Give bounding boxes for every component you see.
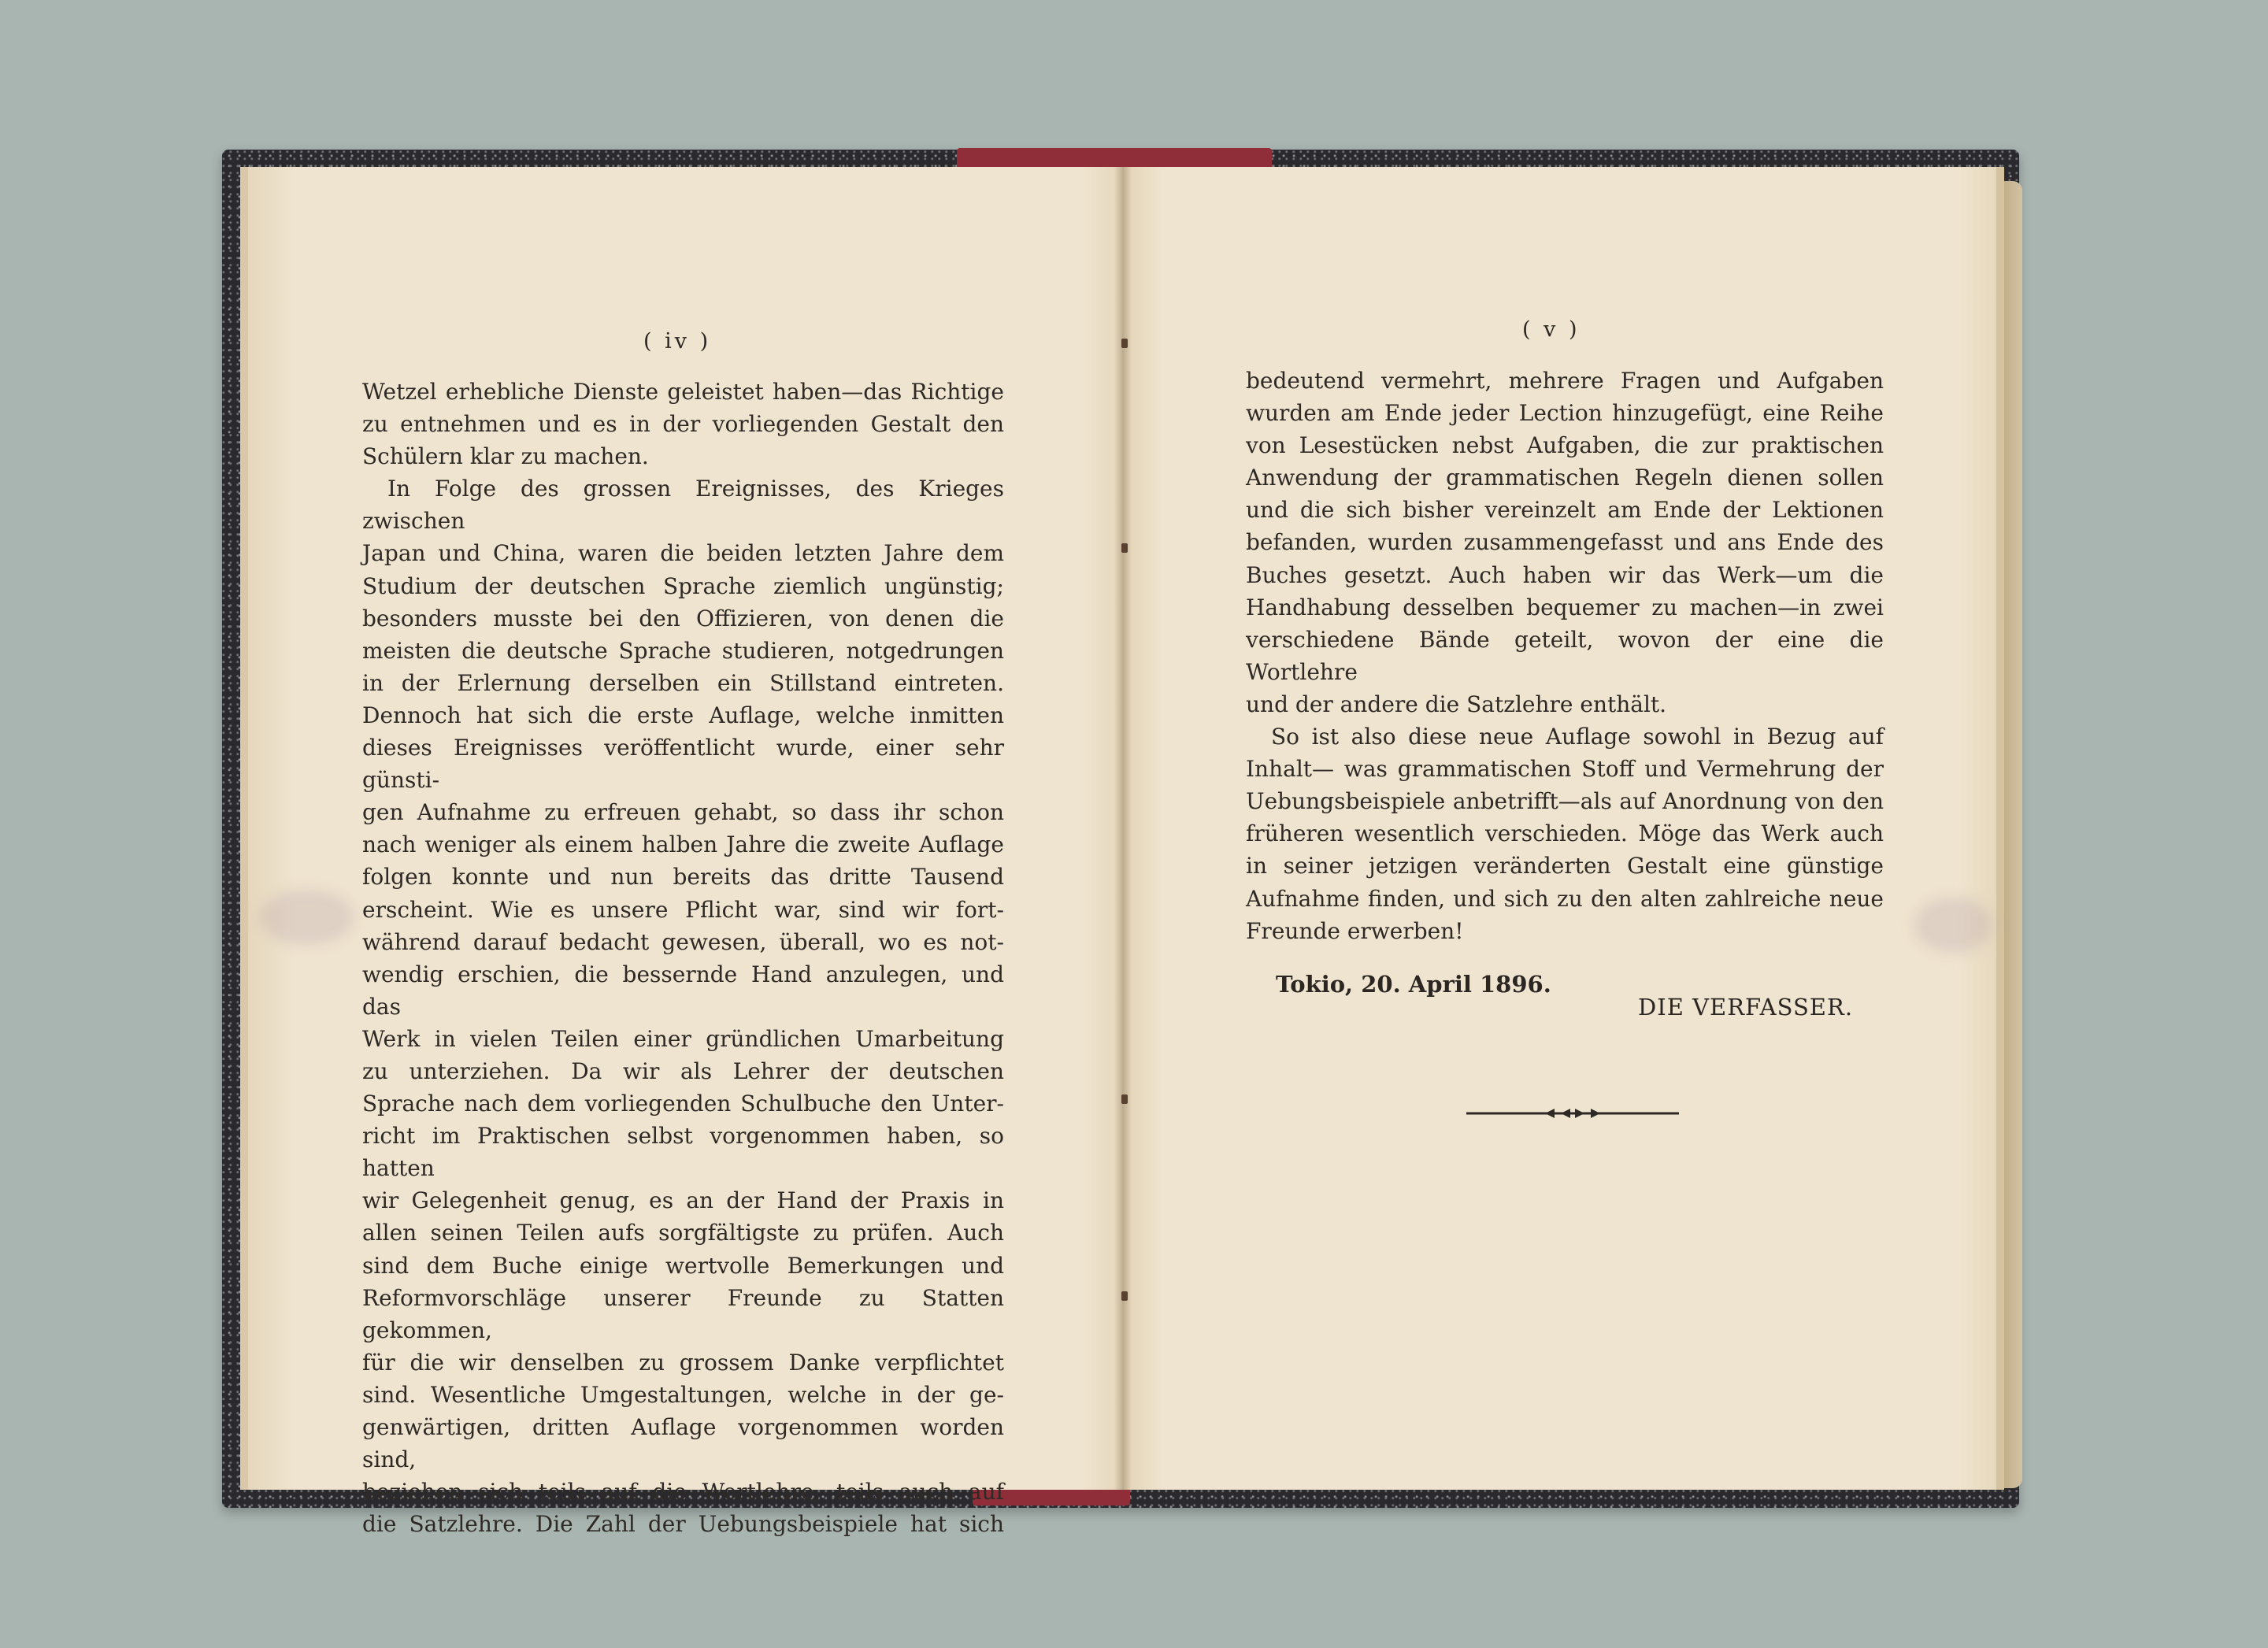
text-line: Dennoch hat sich die erste Auflage, welche inmitten (362, 702, 1004, 728)
text-line: Anwendung der grammatischen Regeln dienen sollen (1246, 465, 1884, 491)
text-line: richt im Praktischen selbst vorgenommen haben, so hatten (362, 1123, 1004, 1182)
text-line: in seiner jetzigen veränderten Gestalt eine günstige (1246, 853, 1884, 880)
place-date: Tokio, 20. April 1896. (1276, 971, 1551, 998)
text-line: Sprache nach dem vorliegenden Schulbuche den Unter- (362, 1091, 1004, 1117)
text-line: meisten die deutsche Sprache studieren, notgedrungen (362, 637, 1004, 664)
text-line: Schülern klar zu machen. (362, 443, 649, 470)
text-line: während darauf bedacht gewesen, überall, wo es not- (362, 928, 1004, 955)
text-line: Werk in vielen Teilen einer gründlichen Umarbeitung (362, 1025, 1004, 1052)
text-line: zu entnehmen und es in der vorliegenden Gestalt den (362, 411, 1004, 438)
text-line: in der Erlernung derselben ein Stillstand eintreten. (362, 669, 1004, 696)
text-line: wurden am Ende jeder Lection hinzugefügt, eine Reihe (1246, 400, 1884, 427)
text-line: besonders musste bei den Offizieren, von denen die (362, 605, 1004, 631)
text-line: nach weniger als einem halben Jahre die zweite Auflage (362, 831, 1004, 858)
text-line: Inhalt— was grammatischen Stoff und Vermehrung der (1246, 756, 1884, 783)
text-line: sind dem Buche einige wertvolle Bemerkungen und (362, 1252, 1004, 1279)
left-page-text (362, 376, 1004, 1540)
text-line: wir Gelegenheit genug, es an der Hand der Praxis in (362, 1187, 1004, 1214)
text-line: genwärtigen, dritten Auflage vorgenommen worden sind, (362, 1414, 1004, 1473)
page-number-left: ( iv ) (643, 329, 712, 354)
text-line: Handhabung desselben bequemer zu machen—in zwei (1246, 594, 1884, 620)
stitch-mark (1121, 1291, 1128, 1301)
text-line: von Lesestücken nebst Aufgaben, die zur praktischen (1246, 432, 1884, 459)
stain (1914, 898, 1992, 953)
spine-top (957, 148, 1272, 169)
text-line: So ist also diese neue Auflage sowohl in Bezug auf (1271, 724, 1884, 750)
text-line: und der andere die Satzlehre enthält. (1246, 691, 1667, 717)
text-line: die Satzlehre. Die Zahl der Uebungsbeispiele hat sich (362, 1511, 1004, 1538)
text-line: allen seinen Teilen aufs sorgfältigste zu prüfen. Auch (362, 1220, 1004, 1246)
text-line: und die sich bisher vereinzelt am Ende der Lektionen (1246, 497, 1884, 524)
text-line: Studium der deutschen Sprache ziemlich ungünstig; (362, 572, 1004, 599)
right-page-text (1246, 365, 1884, 947)
stain (260, 890, 354, 945)
text-line: folgen konnte und nun bereits das dritte Tausend (362, 864, 1004, 891)
text-line: gen Aufnahme zu erfreuen gehabt, so dass ihr schon (362, 799, 1004, 826)
text-line: befanden, wurden zusammengefasst und ans Ende des (1246, 529, 1884, 556)
stitch-mark (1121, 339, 1128, 348)
text-line: Buches gesetzt. Auch haben wir das Werk—um die (1246, 561, 1884, 588)
text-line: Aufnahme finden, und sich zu den alten zahlreiche neue (1246, 885, 1884, 912)
stitch-mark (1121, 543, 1128, 553)
stitch-mark (1121, 1094, 1128, 1104)
text-line: Japan und China, waren die beiden letzten Jahre dem (362, 540, 1004, 567)
text-line: sind. Wesentliche Umgestaltungen, welche in der ge- (362, 1381, 1004, 1408)
text-line: Reformvorschläge unserer Freunde zu Statten gekommen, (362, 1284, 1004, 1343)
signature: DIE VERFASSER. (1638, 994, 1854, 1020)
page-number-right: ( v ) (1522, 317, 1581, 342)
text-line: In Folge des grossen Ereignisses, des Krieges zwischen (362, 476, 1004, 535)
text-line: Freunde erwerben! (1246, 917, 1464, 944)
text-line: Uebungsbeispiele anbetrifft—als auf Anordnung von den (1246, 788, 1884, 815)
text-line: für die wir denselben zu grossem Danke verpflichtet (362, 1349, 1004, 1376)
text-line: verschiedene Bände geteilt, wovon der eine die Wortlehre (1246, 626, 1884, 685)
text-line: Wetzel erhebliche Dienste geleistet haben—das Richtige (362, 379, 1004, 405)
ornament-divider (1466, 1105, 1679, 1121)
text-line: früheren wesentlich verschieden. Möge das Werk auch (1246, 820, 1884, 847)
text-line: dieses Ereignisses veröffentlicht wurde, einer sehr günsti- (362, 735, 1004, 794)
text-line: beziehen sich teils auf die Wortlehre, teils auch auf (362, 1479, 1004, 1505)
text-line: zu unterziehen. Da wir als Lehrer der deutschen (362, 1057, 1004, 1084)
text-line: erscheint. Wie es unsere Pflicht war, sind wir fort- (362, 896, 1004, 923)
text-line: bedeutend vermehrt, mehrere Fragen und Aufgaben (1246, 368, 1884, 394)
text-line: wendig erschien, die bessernde Hand anzulegen, und das (362, 961, 1004, 1020)
